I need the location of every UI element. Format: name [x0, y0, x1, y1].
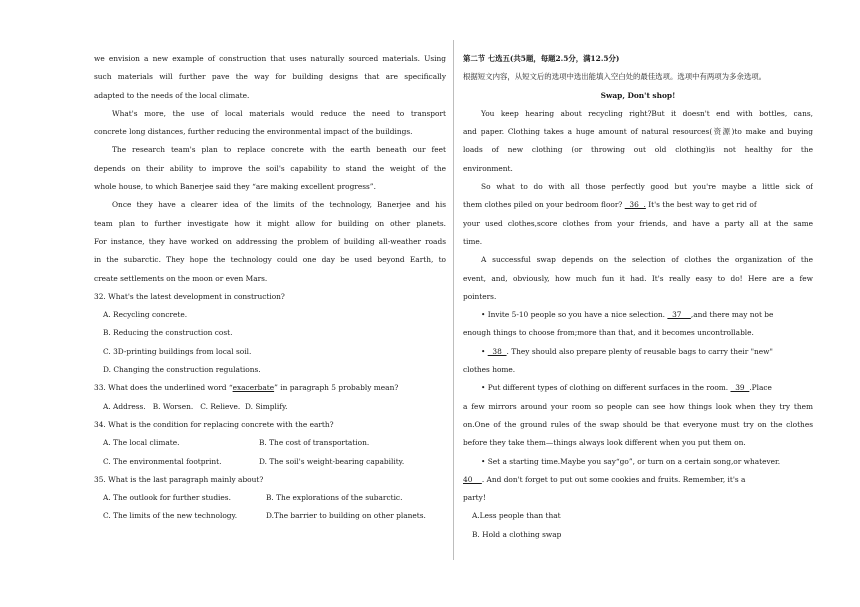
column-divider: [453, 40, 454, 560]
bullet-2: [463, 343, 813, 380]
text-line: What's more, the use of local materials would reduce the need to transport: [112, 108, 446, 118]
paragraph-1: [94, 50, 446, 105]
text-line: event, and, obviously, how much fun it had. It's really easy to do! Here are a few: [463, 273, 813, 283]
question-stem: [94, 379, 446, 397]
text: . They should also prepare plenty of reusable bags to carry their "new": [506, 346, 773, 356]
text-line: on.One of the ground rules of the swap should be that everyone must try on the clothes: [463, 419, 813, 429]
question-34: [94, 416, 446, 471]
option-a: A. The local climate.: [103, 438, 180, 448]
text-line: pointers.: [463, 291, 497, 301]
bullet-3: [463, 379, 813, 452]
blank-38[interactable]: 38: [487, 346, 507, 356]
option-b: B. Hold a clothing swap: [472, 529, 562, 539]
text-line: Once they have a clearer idea of the limits of the technology, Banerjee and his: [112, 200, 446, 210]
left-column: [94, 50, 446, 526]
question-32: [94, 288, 446, 379]
text-line: before they take them—things always look different when you put them on.: [463, 438, 746, 448]
text-line: For instance, they have worked on addressing the problem of building all-weather roads: [94, 236, 446, 246]
question-35: [94, 471, 446, 526]
text-line: whole house, to which Banerjee said they “are making excellent progress”.: [94, 182, 376, 192]
passage-title: Swap, Don't shop!: [600, 90, 676, 100]
text: them clothes piled on your bedroom floor?: [463, 200, 625, 210]
options-row: [94, 507, 446, 525]
paragraph-4: [94, 196, 446, 287]
text-line: • Set a starting time.Maybe you say“go”, or turn on a certain song,or whatever.: [481, 456, 781, 466]
text-line: and paper. Clothing takes a huge amount of natural resources(资源)to make and buying: [463, 127, 813, 137]
bullet-4: [463, 453, 813, 508]
text: • Invite 5-10 people so you have a nice selection.: [481, 310, 668, 320]
text: •: [481, 346, 488, 356]
option-d: D.The barrier to building on other planets.: [266, 511, 426, 521]
question-stem: 32. What's the latest development in construction?: [94, 291, 285, 301]
option-c: C. 3D-printing buildings from local soil.: [103, 346, 252, 356]
paragraph-3: [94, 141, 446, 196]
question-33: [94, 379, 446, 416]
underlined-word: exacerbate: [232, 383, 275, 393]
paragraph-3: [463, 251, 813, 306]
text-line: adapted to the needs of the local climate.: [94, 90, 250, 100]
text-line: The research team's plan to replace concrete with the earth beneath our feet: [112, 145, 446, 155]
text-line: clothes home.: [463, 365, 516, 375]
text: .Place: [749, 383, 772, 393]
text-line: create settlements on the moon or even Mars.: [94, 273, 268, 283]
text-line: we envision a new example of construction that uses naturally sourced materials. Using: [94, 54, 446, 63]
text: It's the best way to get rid of: [645, 200, 757, 210]
text-line: A successful swap depends on the selection of clothes the organization of the: [481, 255, 813, 265]
right-column: [463, 50, 813, 544]
options-row: [94, 434, 446, 452]
text-line: such materials will further pave the way for building designs that are specifically: [94, 72, 446, 82]
stem-text: 33. What does the underlined word “: [94, 383, 233, 393]
blank-39[interactable]: 39: [730, 383, 750, 393]
option-a: A. The outlook for further studies.: [103, 493, 231, 503]
text-line: time.: [463, 236, 483, 246]
text: ,and there may not be: [690, 310, 774, 320]
option-d: D. Changing the construction regulations.: [103, 365, 261, 375]
text-line: concrete long distances, further reducing the environmental impact of the buildings.: [94, 127, 413, 137]
option-b: B. The cost of transportation.: [259, 438, 370, 448]
option-b: B. Reducing the construction cost.: [103, 328, 233, 338]
text-line: enough things to choose from;more than that, and it becomes uncontrollable.: [463, 328, 754, 338]
text-line: depends on their ability to improve the soil's capability to stand the weight of the: [94, 163, 446, 173]
options-line: A. Address. B. Worsen. C. Relieve. D. Simplify.: [103, 401, 288, 411]
text-line: [463, 471, 813, 489]
text: • Put different types of clothing on different surfaces in the room.: [481, 383, 731, 393]
option-c: C. The limits of the new technology.: [103, 511, 238, 521]
options-row: [94, 453, 446, 471]
text-line: [463, 379, 813, 397]
text-line: You keep hearing about recycling right?But it doesn't end with bottles, cans,: [481, 108, 813, 118]
blank-40[interactable]: 40: [463, 474, 482, 484]
question-stem: 35. What is the last paragraph mainly about?: [94, 474, 264, 484]
text-line: So what to do with all those perfectly good but you're maybe a little sick of: [481, 182, 813, 192]
text-line: [463, 196, 813, 214]
text-line: environment.: [463, 163, 513, 173]
bullet-1: [463, 306, 813, 343]
text-line: loads of new clothing (or throwing out old clothing)is not healthy for the: [463, 145, 813, 155]
option-c: C. The environmental footprint.: [103, 456, 222, 466]
stem-text: ” in paragraph 5 probably mean?: [274, 383, 399, 393]
paragraph-1: [463, 105, 813, 178]
text-line: team plan to further investigate how it might allow for building on other planets.: [94, 218, 446, 228]
text: . And don't forget to put out some cookies and fruits. Remember, it's a: [481, 474, 746, 484]
option-d: D. The soil's weight-bearing capability.: [259, 456, 405, 466]
blank-36[interactable]: 36 .: [624, 200, 646, 210]
option-b: B. The explorations of the subarctic.: [266, 493, 403, 503]
text-line: [463, 306, 813, 324]
instructions: 根据短文内容，从短文后的选项中选出能填入空白处的最佳选项。选项中有两项为多余选项。: [463, 72, 767, 82]
paragraph-2: [94, 105, 446, 142]
question-stem: 34. What is the condition for replacing concrete with the earth?: [94, 419, 334, 429]
text-line: party!: [463, 493, 486, 503]
text-line: your used clothes,score clothes from your friends, and have a party all at the same: [463, 218, 813, 228]
blank-37[interactable]: 37: [667, 310, 691, 320]
text-line: [463, 343, 813, 361]
options-row: [94, 489, 446, 507]
text-line: in the subarctic. They hope the technology could one day be used beyond Earth, to: [94, 255, 446, 265]
text-line: a few mirrors around your room so people can see how things look when they try them: [463, 401, 813, 411]
section-title: 第二节 七选五(共5题，每题2.5分，满12.5分): [463, 54, 620, 63]
option-a: A. Recycling concrete.: [103, 310, 188, 320]
paragraph-2: [463, 178, 813, 251]
option-a: A.Less people than that: [472, 511, 561, 521]
answer-options: [463, 507, 813, 544]
